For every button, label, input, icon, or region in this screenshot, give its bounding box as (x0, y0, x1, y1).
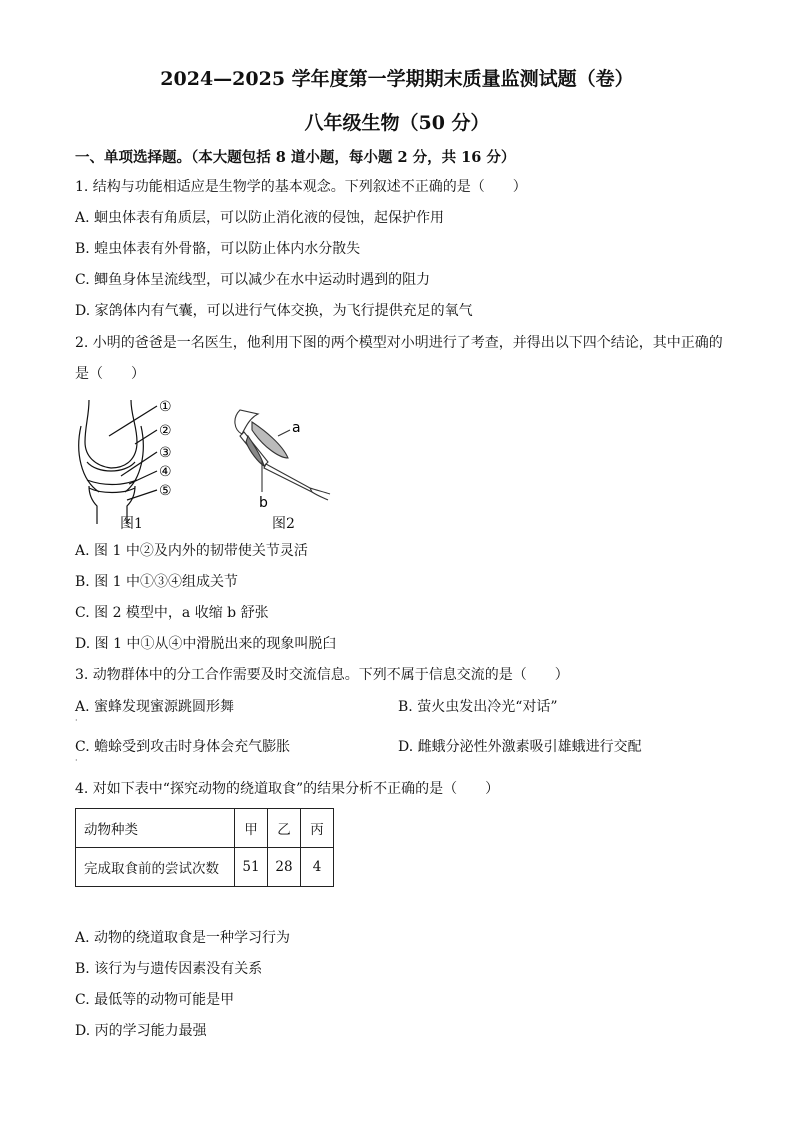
figure1-label-3: ③ (159, 445, 172, 461)
q1-stem: 1. 结构与功能相适应是生物学的基本观念。下列叙述不正确的是（ ） (75, 179, 527, 195)
figure1-label-4: ④ (159, 464, 172, 480)
exam-title: 2024—2025 学年度第一学期期末质量监测试题（卷） (160, 68, 634, 90)
q4-option-b: B. 该行为与遗传因素没有关系 (75, 961, 263, 977)
exam-subtitle: 八年级生物（50 分） (304, 112, 490, 134)
figure1-caption: 图1 (120, 516, 143, 532)
q1-option-b: B. 蝗虫体表有外骨骼，可以防止体内水分散失 (75, 241, 361, 257)
figure2-label-b: b (259, 495, 268, 511)
figure2-label-a: a (292, 420, 301, 436)
results-table (75, 808, 334, 887)
table-header-cell: 乙 (268, 809, 301, 848)
section-heading: 一、单项选择题。（本大题包括 8 道小题，每小题 2 分，共 16 分） (75, 149, 516, 166)
q2-option-d: D. 图 1 中①从④中滑脱出来的现象叫脱臼 (75, 636, 337, 652)
bullet-dot: · (75, 756, 78, 765)
q2-option-b: B. 图 1 中①③④组成关节 (75, 574, 238, 590)
table-cell: 完成取食前的尝试次数 (76, 848, 235, 887)
q2-stem-line1: 2. 小明的爸爸是一名医生，他利用下图的两个模型对小明进行了考查，并得出以下四个结论，其中正确的 (75, 335, 723, 351)
table-cell: 51 (235, 848, 268, 887)
q1-option-d: D. 家鸽体内有气囊，可以进行气体交换，为飞行提供充足的氧气 (75, 303, 473, 319)
q3-option-b: B. 萤火虫发出冷光“对话” (398, 699, 558, 715)
q2-option-a: A. 图 1 中②及内外的韧带使关节灵活 (75, 543, 308, 559)
figure2-caption: 图2 (272, 516, 295, 532)
q3-option-d: D. 雌蛾分泌性外激素吸引雄蛾进行交配 (398, 739, 642, 755)
q4-option-c: C. 最低等的动物可能是甲 (75, 992, 235, 1008)
q2-option-c: C. 图 2 模型中，a 收缩 b 舒张 (75, 605, 269, 621)
figure1-label-1: ① (159, 399, 172, 415)
bullet-dot: · (75, 716, 78, 725)
q3-option-c: C. 蟾蜍受到攻击时身体会充气膨胀 (75, 739, 291, 755)
table-cell: 28 (268, 848, 301, 887)
q1-option-a: A. 蛔虫体表有角质层，可以防止消化液的侵蚀，起保护作用 (75, 210, 445, 226)
table-row (76, 848, 334, 887)
table-header-cell: 动物种类 (76, 809, 235, 848)
table-cell: 4 (301, 848, 334, 887)
q4-option-a: A. 动物的绕道取食是一种学习行为 (75, 930, 291, 946)
figure1-label-5: ⑤ (159, 483, 172, 499)
figure1-label-2: ② (159, 423, 172, 439)
table-header-cell: 丙 (301, 809, 334, 848)
q3-option-a: A. 蜜蜂发现蜜源跳圆形舞 (75, 699, 235, 715)
figure1-joint-diagram (75, 396, 215, 532)
q3-stem: 3. 动物群体中的分工合作需要及时交流信息。下列不属于信息交流的是（ ） (75, 667, 569, 683)
q2-stem-line2: 是（ ） (75, 366, 145, 382)
table-row (76, 809, 334, 848)
q4-stem: 4. 对如下表中“探究动物的绕道取食”的结果分析不正确的是（ ） (75, 781, 500, 797)
q1-option-c: C. 鲫鱼身体呈流线型，可以减少在水中运动时遇到的阻力 (75, 272, 431, 288)
q4-option-d: D. 丙的学习能力最强 (75, 1023, 207, 1039)
figure2-arm-model (228, 404, 338, 514)
table-header-cell: 甲 (235, 809, 268, 848)
